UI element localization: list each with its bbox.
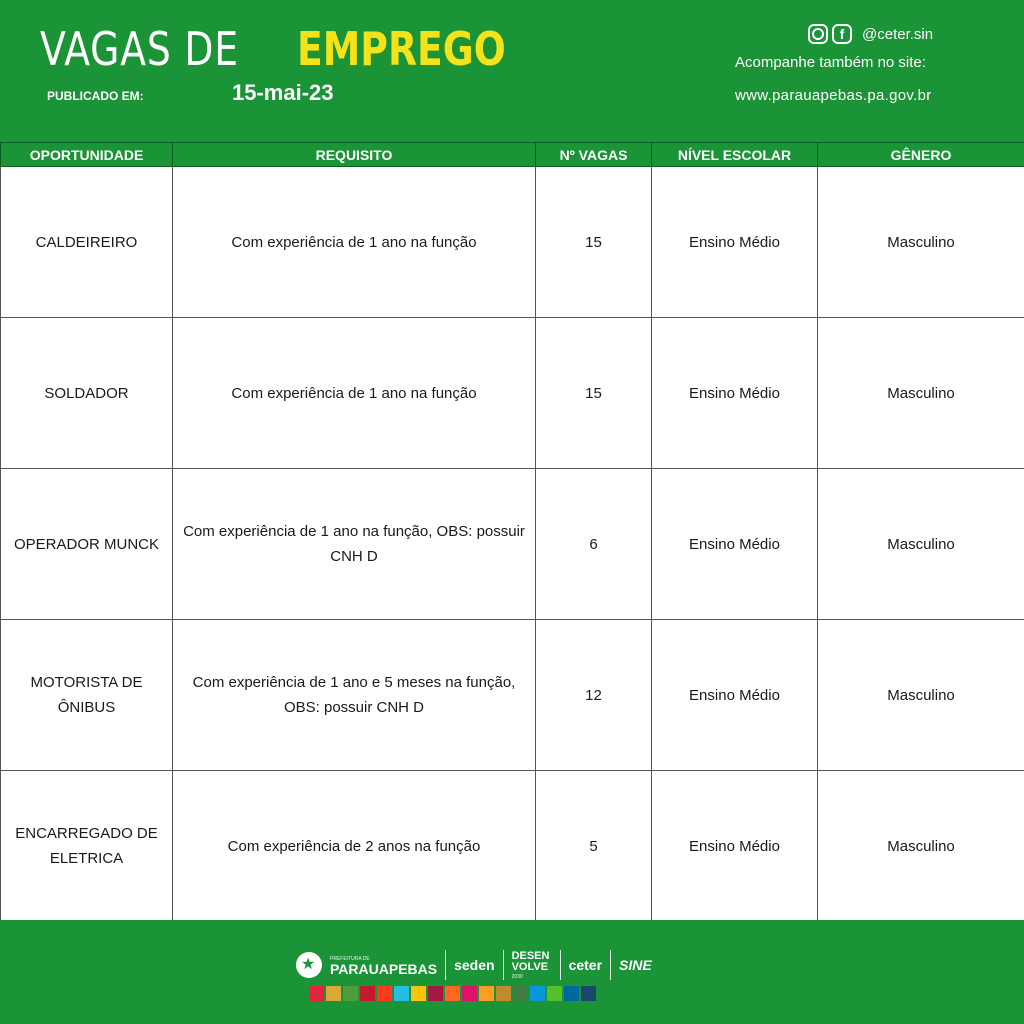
cell-requisito: Com experiência de 1 ano na função [173, 318, 536, 469]
star-icon [296, 952, 322, 978]
sdg-icons-strip [309, 986, 596, 1001]
cell-vagas: 15 [536, 167, 652, 318]
sdg-icon [547, 986, 562, 1001]
column-header-genero: GÊNERO [818, 143, 1024, 167]
column-header-vagas: Nº VAGAS [536, 143, 652, 167]
cell-nivel-escolar: Ensino Médio [652, 167, 818, 318]
instagram-icon[interactable] [808, 24, 828, 44]
cell-oportunidade: MOTORISTA DE ÔNIBUS [1, 620, 173, 771]
cell-genero: Masculino [818, 771, 1024, 922]
table-row [1, 167, 1024, 318]
sdg-icon [309, 986, 324, 1001]
sdg-icon [496, 986, 511, 1001]
site-url[interactable]: www.parauapebas.pa.gov.br [735, 87, 932, 104]
sdg-icon [479, 986, 494, 1001]
cell-oportunidade: SOLDADOR [1, 318, 173, 469]
cell-genero: Masculino [818, 469, 1024, 620]
published-label: PUBLICADO EM: [47, 89, 144, 103]
table-row [1, 620, 1024, 771]
cell-nivel-escolar: Ensino Médio [652, 318, 818, 469]
cell-vagas: 12 [536, 620, 652, 771]
logo-desenvolve [512, 951, 552, 980]
cell-genero: Masculino [818, 167, 1024, 318]
cell-vagas: 6 [536, 469, 652, 620]
cell-oportunidade: OPERADOR MUNCK [1, 469, 173, 620]
facebook-icon[interactable]: f [832, 24, 852, 44]
cell-requisito: Com experiência de 2 anos na função [173, 771, 536, 922]
sdg-icon [411, 986, 426, 1001]
sdg-icon [326, 986, 341, 1001]
partner-logos [296, 945, 652, 985]
title-vagas-de: VAGAS DE [40, 22, 239, 76]
sdg-icon [445, 986, 460, 1001]
jobs-table [0, 142, 1024, 922]
footer [0, 920, 1024, 1024]
sdg-icon [428, 986, 443, 1001]
sdg-icon [564, 986, 579, 1001]
logo-divider [445, 950, 446, 980]
sdg-icon [360, 986, 375, 1001]
sdg-icon [581, 986, 596, 1001]
sdg-icon [394, 986, 409, 1001]
logo-sine [619, 958, 652, 972]
logo-parauapebas-sub: PREFEITURA DE [330, 955, 370, 962]
logo-seden [454, 958, 494, 972]
cell-oportunidade: CALDEIREIRO [1, 167, 173, 318]
table-row [1, 469, 1024, 620]
cell-requisito: Com experiência de 1 ano e 5 meses na função, OBS: possuir CNH D [173, 620, 536, 771]
column-header-oportunidade: OPORTUNIDADE [1, 143, 173, 167]
column-header-nivel-escolar: NÍVEL ESCOLAR [652, 143, 818, 167]
logo-seden-name: seden [454, 957, 495, 973]
site-label: Acompanhe também no site: [735, 54, 926, 71]
header [0, 0, 1024, 142]
title-emprego: EMPREGO [297, 22, 506, 76]
cell-vagas: 15 [536, 318, 652, 469]
sdg-icon [377, 986, 392, 1001]
cell-requisito: Com experiência de 1 ano na função, OBS: possuir CNH D [173, 469, 536, 620]
cell-nivel-escolar: Ensino Médio [652, 469, 818, 620]
sdg-icon [513, 986, 528, 1001]
table-row [1, 318, 1024, 469]
cell-genero: Masculino [818, 620, 1024, 771]
column-header-requisito: REQUISITO [173, 143, 536, 167]
logo-desenvolve-sub: 2030 [511, 973, 523, 980]
cell-nivel-escolar: Ensino Médio [652, 620, 818, 771]
cell-vagas: 5 [536, 771, 652, 922]
social-links [808, 22, 933, 46]
table-row [1, 771, 1024, 922]
logo-divider [610, 950, 611, 980]
table-header-row [1, 143, 1024, 167]
social-handle[interactable]: @ceter.sin [862, 25, 934, 43]
sdg-icon [462, 986, 477, 1001]
logo-desenvolve-name: DESEN VOLVE [511, 949, 550, 973]
cell-genero: Masculino [818, 318, 1024, 469]
published-date: 15-mai-23 [232, 80, 334, 105]
cell-oportunidade: ENCARREGADO DE ELETRICA [1, 771, 173, 922]
sdg-icon [530, 986, 545, 1001]
logo-ceter-name: ceter [568, 957, 603, 973]
logo-divider [560, 950, 561, 980]
cell-nivel-escolar: Ensino Médio [652, 771, 818, 922]
logo-parauapebas-name: PARAUAPEBAS [330, 960, 438, 977]
logo-ceter [569, 958, 602, 972]
logo-sine-name: SINE [619, 957, 652, 973]
sdg-icon [343, 986, 358, 1001]
cell-requisito: Com experiência de 1 ano na função [173, 167, 536, 318]
logo-parauapebas [330, 955, 437, 976]
logo-divider [503, 950, 504, 980]
